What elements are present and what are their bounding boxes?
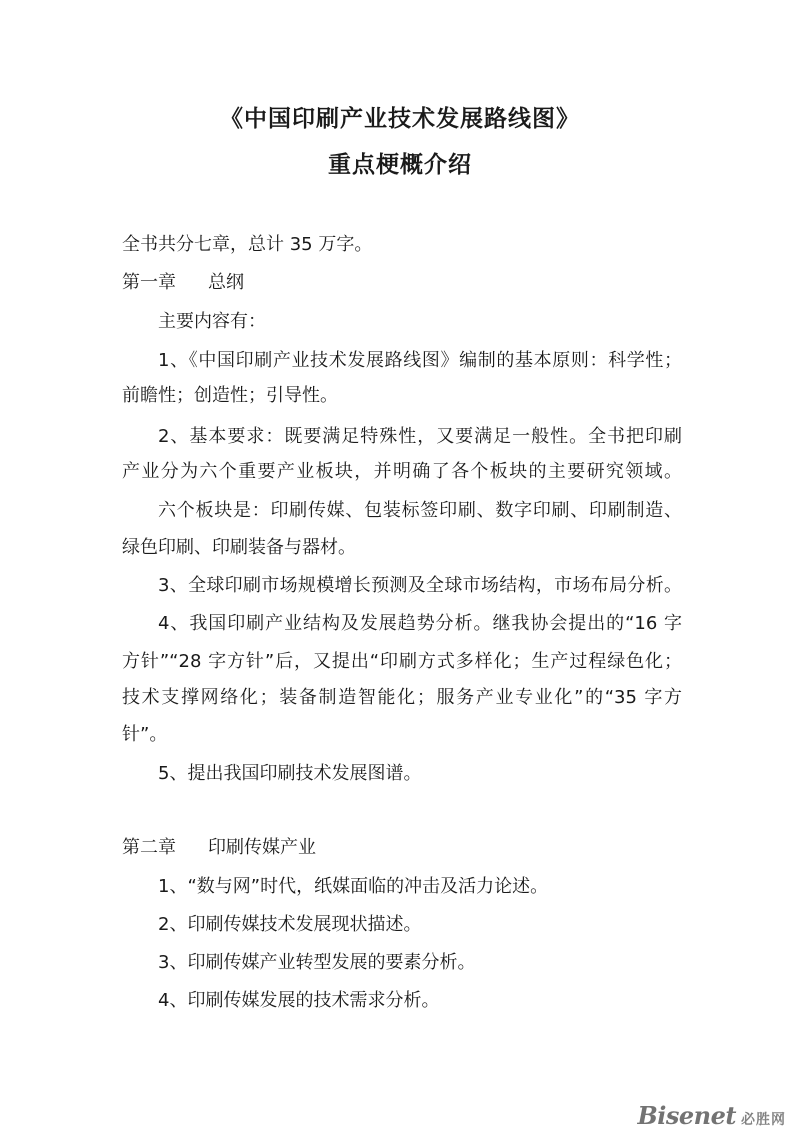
chapter-1-line: 产业分为六个重要产业板块，并明确了各个板块的主要研究领域。 — [122, 461, 682, 482]
chapter-1-line: 针”。 — [122, 724, 168, 745]
chapter-1-line: 3、全球印刷市场规模增长预测及全球市场结构，市场布局分析。 — [158, 575, 682, 596]
intro-text: 全书共分七章，总计 35 万字。 — [122, 234, 373, 255]
chapter-1-line: 前瞻性；创造性；引导性。 — [122, 385, 338, 406]
chapter-1-line: 方针”“28 字方针”后，又提出“印刷方式多样化；生产过程绿色化； — [122, 651, 682, 672]
chapter-2-line: 2、印刷传媒技术发展现状描述。 — [158, 914, 422, 935]
chapter-1-line: 4、我国印刷产业结构及发展趋势分析。继我协会提出的“16 字 — [158, 613, 682, 634]
chapter-1-line: 1、《中国印刷产业技术发展路线图》编制的基本原则：科学性； — [158, 350, 682, 371]
watermark-logo — [637, 1101, 787, 1130]
chapter-1-line: 5、提出我国印刷技术发展图谱。 — [158, 763, 422, 784]
chapter-1-heading — [122, 272, 682, 294]
watermark-chinese-text: 必胜网 — [741, 1112, 786, 1128]
chapter-2-line: 1、“数与网”时代，纸媒面临的冲击及活力论述。 — [158, 876, 549, 897]
chapter-2-line: 3、印刷传媒产业转型发展的要素分析。 — [158, 952, 476, 973]
document-title: 《中国印刷产业技术发展路线图》 — [220, 106, 580, 132]
chapter-1-line: 绿色印刷、印刷装备与器材。 — [122, 537, 356, 558]
chapter-1-line: 六个板块是：印刷传媒、包装标签印刷、数字印刷、印刷制造、 — [158, 500, 682, 521]
chapter-2-line: 4、印刷传媒发展的技术需求分析。 — [158, 990, 440, 1011]
chapter-1-number: 第一章 — [122, 272, 176, 293]
chapter-1-line: 2、基本要求：既要满足特殊性，又要满足一般性。全书把印刷 — [158, 426, 682, 447]
chapter-2-name: 印刷传媒产业 — [208, 837, 316, 858]
chapter-2-heading — [122, 837, 682, 859]
chapter-1-line: 技术支撑网络化；装备制造智能化；服务产业专业化”的“35 字方 — [122, 687, 682, 708]
document-subtitle: 重点梗概介绍 — [328, 152, 472, 178]
chapter-1-lead: 主要内容有： — [158, 311, 266, 332]
watermark-logo-text: Bisenet — [637, 1101, 736, 1130]
chapter-2-number: 第二章 — [122, 837, 176, 858]
chapter-1-name: 总纲 — [208, 272, 244, 293]
